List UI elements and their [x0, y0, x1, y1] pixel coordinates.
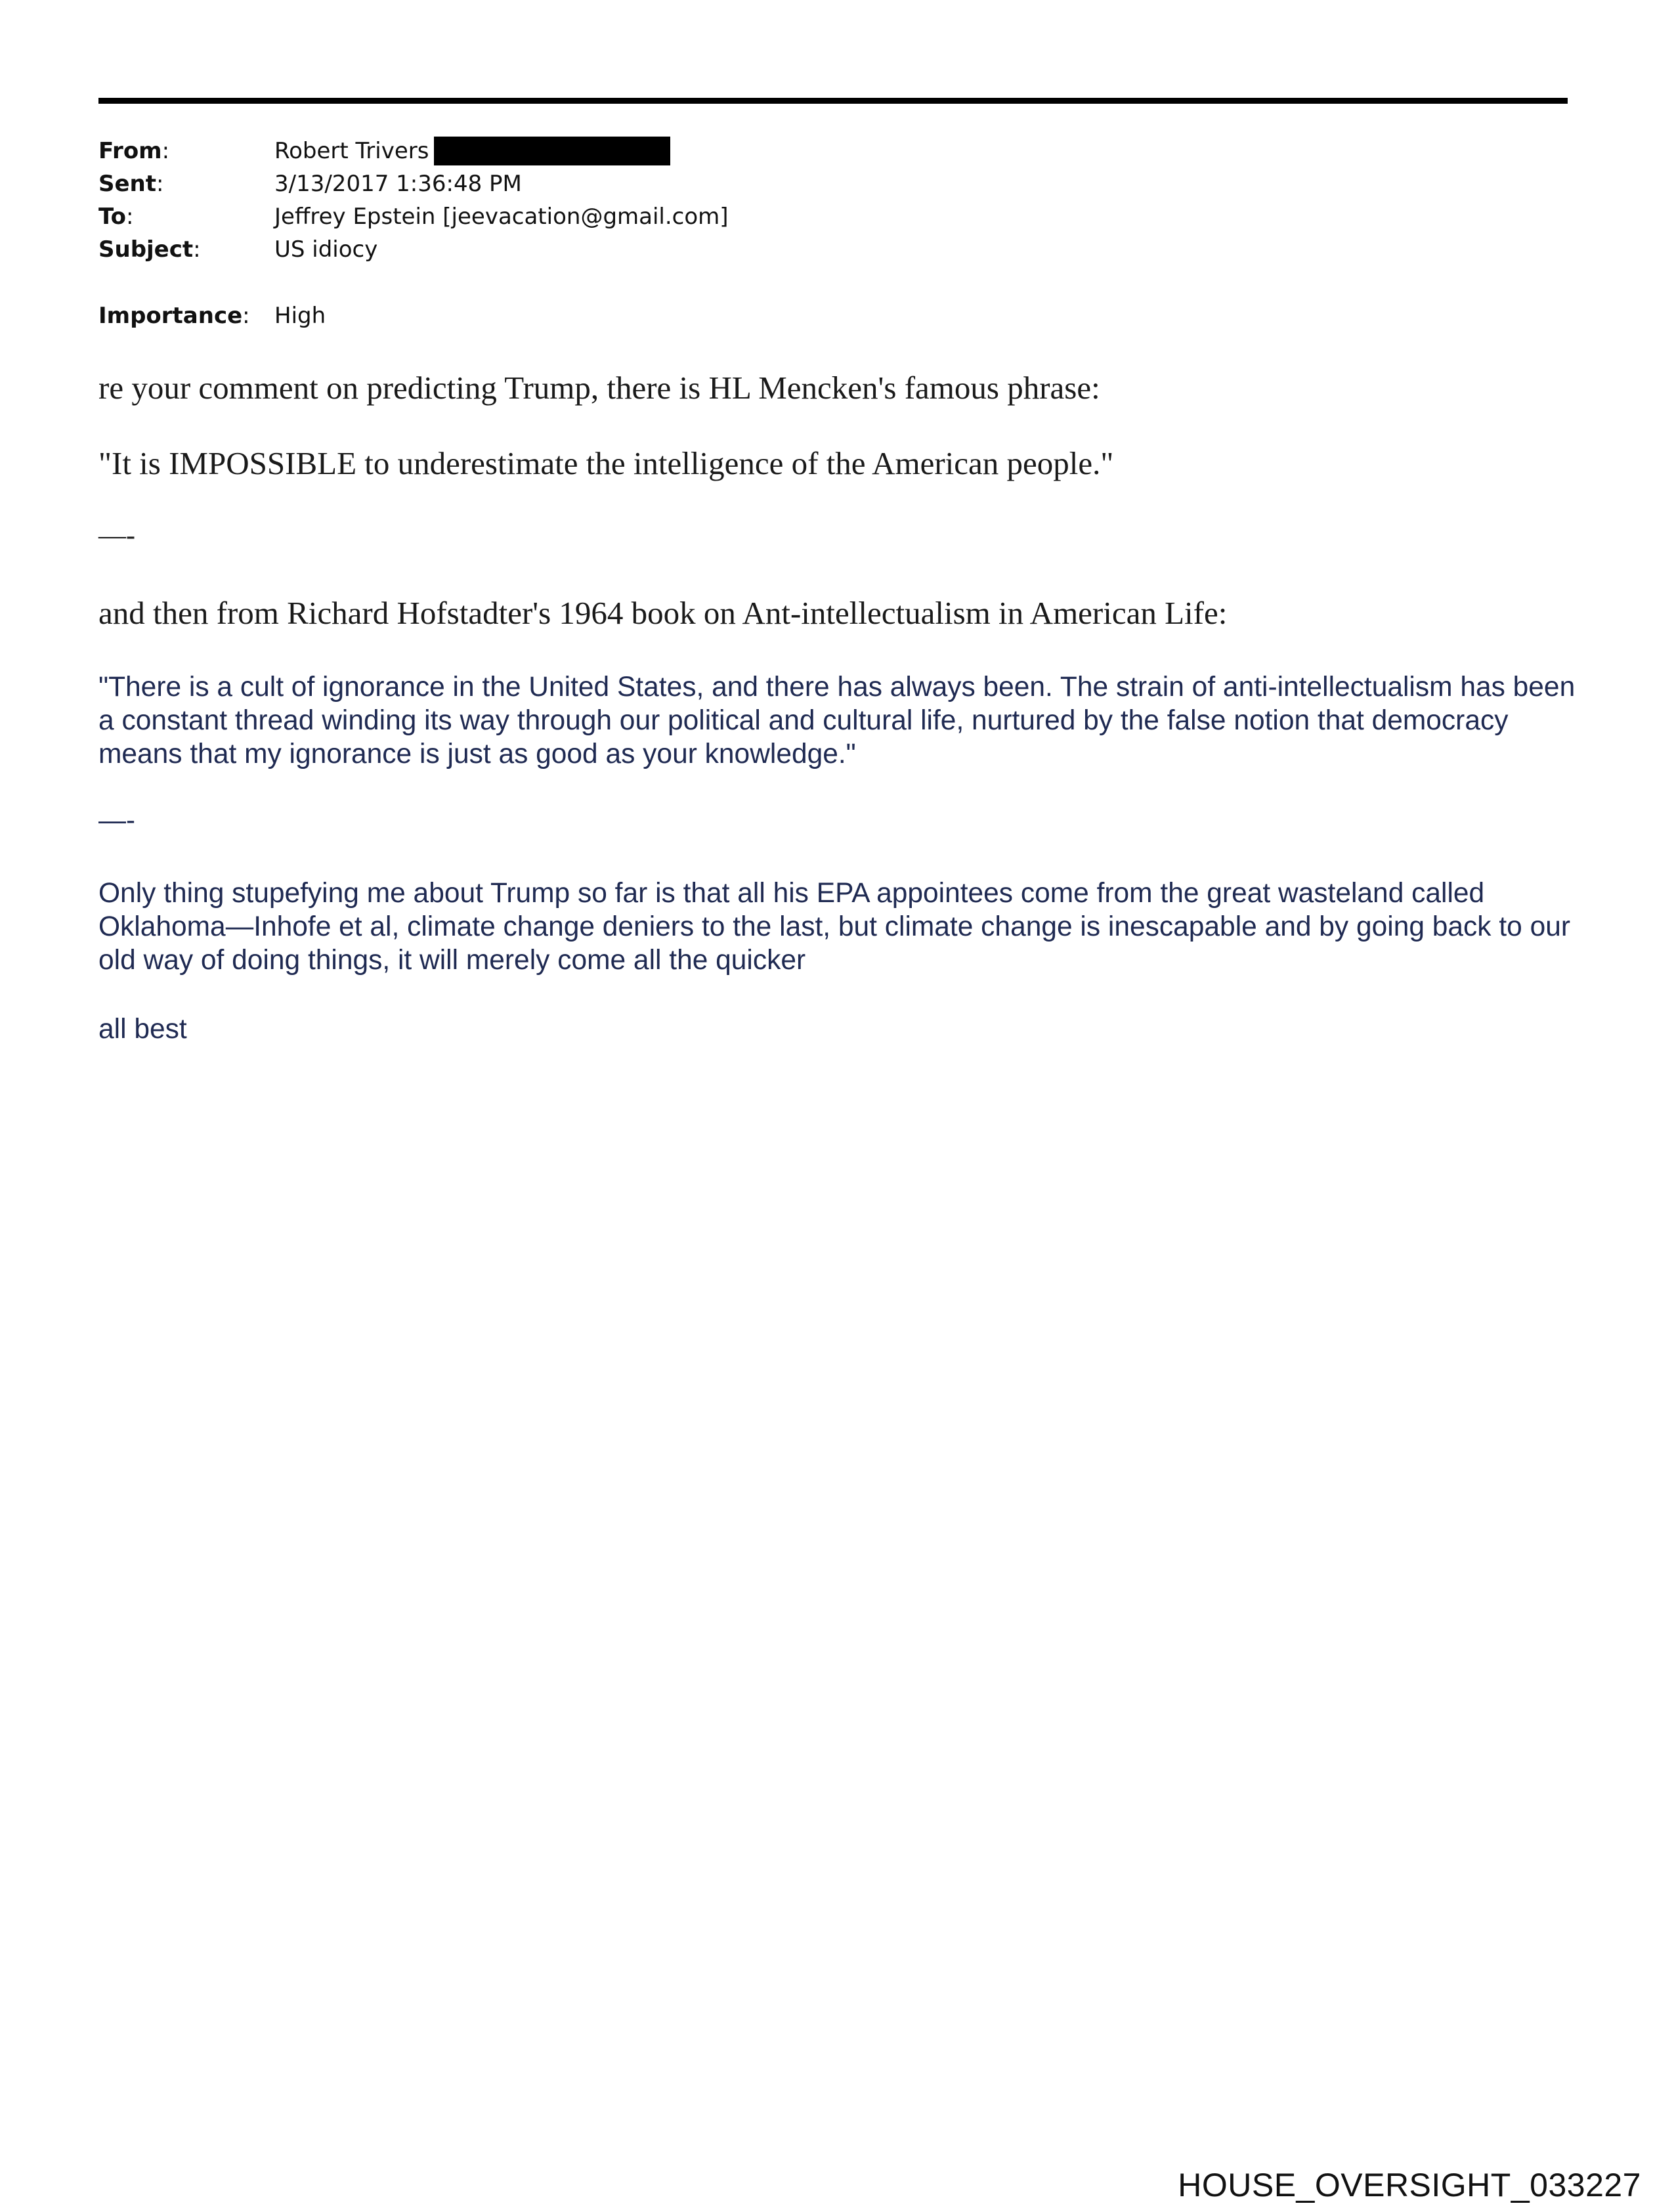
subject-value: US idiocy — [274, 236, 378, 263]
email-header — [98, 135, 729, 332]
bates-number: HOUSE_OVERSIGHT_033227 — [1178, 2167, 1641, 2203]
epa-paragraph: Only thing stupefying me about Trump so far is that all his EPA appointees come from the great wasteland called Oklahoma—Inhofe et al, climate change deniers to the last, but climate change is inescapable and by going back to our old way of doing things, it will merely come all the quicker — [98, 878, 1571, 976]
header-from-row — [98, 135, 729, 167]
separator-1: —- — [98, 521, 135, 551]
sent-value: 3/13/2017 1:36:48 PM — [274, 171, 522, 197]
signoff: all best — [98, 1014, 187, 1045]
to-label: To: — [98, 204, 134, 230]
header-rule — [98, 98, 1568, 104]
sent-label: Sent: — [98, 171, 164, 197]
hofstadter-intro-line: and then from Richard Hofstadter's 1964 book on Ant-intellectualism in American Life: — [98, 595, 1228, 631]
header-importance-row — [98, 299, 729, 332]
mencken-quote: "It is IMPOSSIBLE to underestimate the intelligence of the American people." — [98, 445, 1114, 481]
redaction-box — [434, 137, 670, 165]
subject-label: Subject: — [98, 236, 201, 263]
from-label: From: — [98, 138, 170, 164]
importance-value: High — [274, 303, 326, 329]
from-value: Robert Trivers — [274, 138, 429, 164]
importance-label: Importance: — [98, 303, 250, 329]
header-sent-row — [98, 167, 729, 200]
header-subject-row — [98, 233, 729, 266]
body-intro-line: re your comment on predicting Trump, there is HL Mencken's famous phrase: — [98, 370, 1100, 406]
to-value: Jeffrey Epstein [jeevacation@gmail.com] — [274, 204, 729, 230]
header-to-row — [98, 200, 729, 233]
separator-2: —- — [98, 804, 135, 835]
hofstadter-quote: "There is a cult of ignorance in the United States, and there has always been. The strain of anti-intellectualism has been a constant thread winding its way through our political and cultural life, nurtured by the false notion that democracy means that my ignorance is just as good as your knowledge." — [98, 672, 1576, 770]
